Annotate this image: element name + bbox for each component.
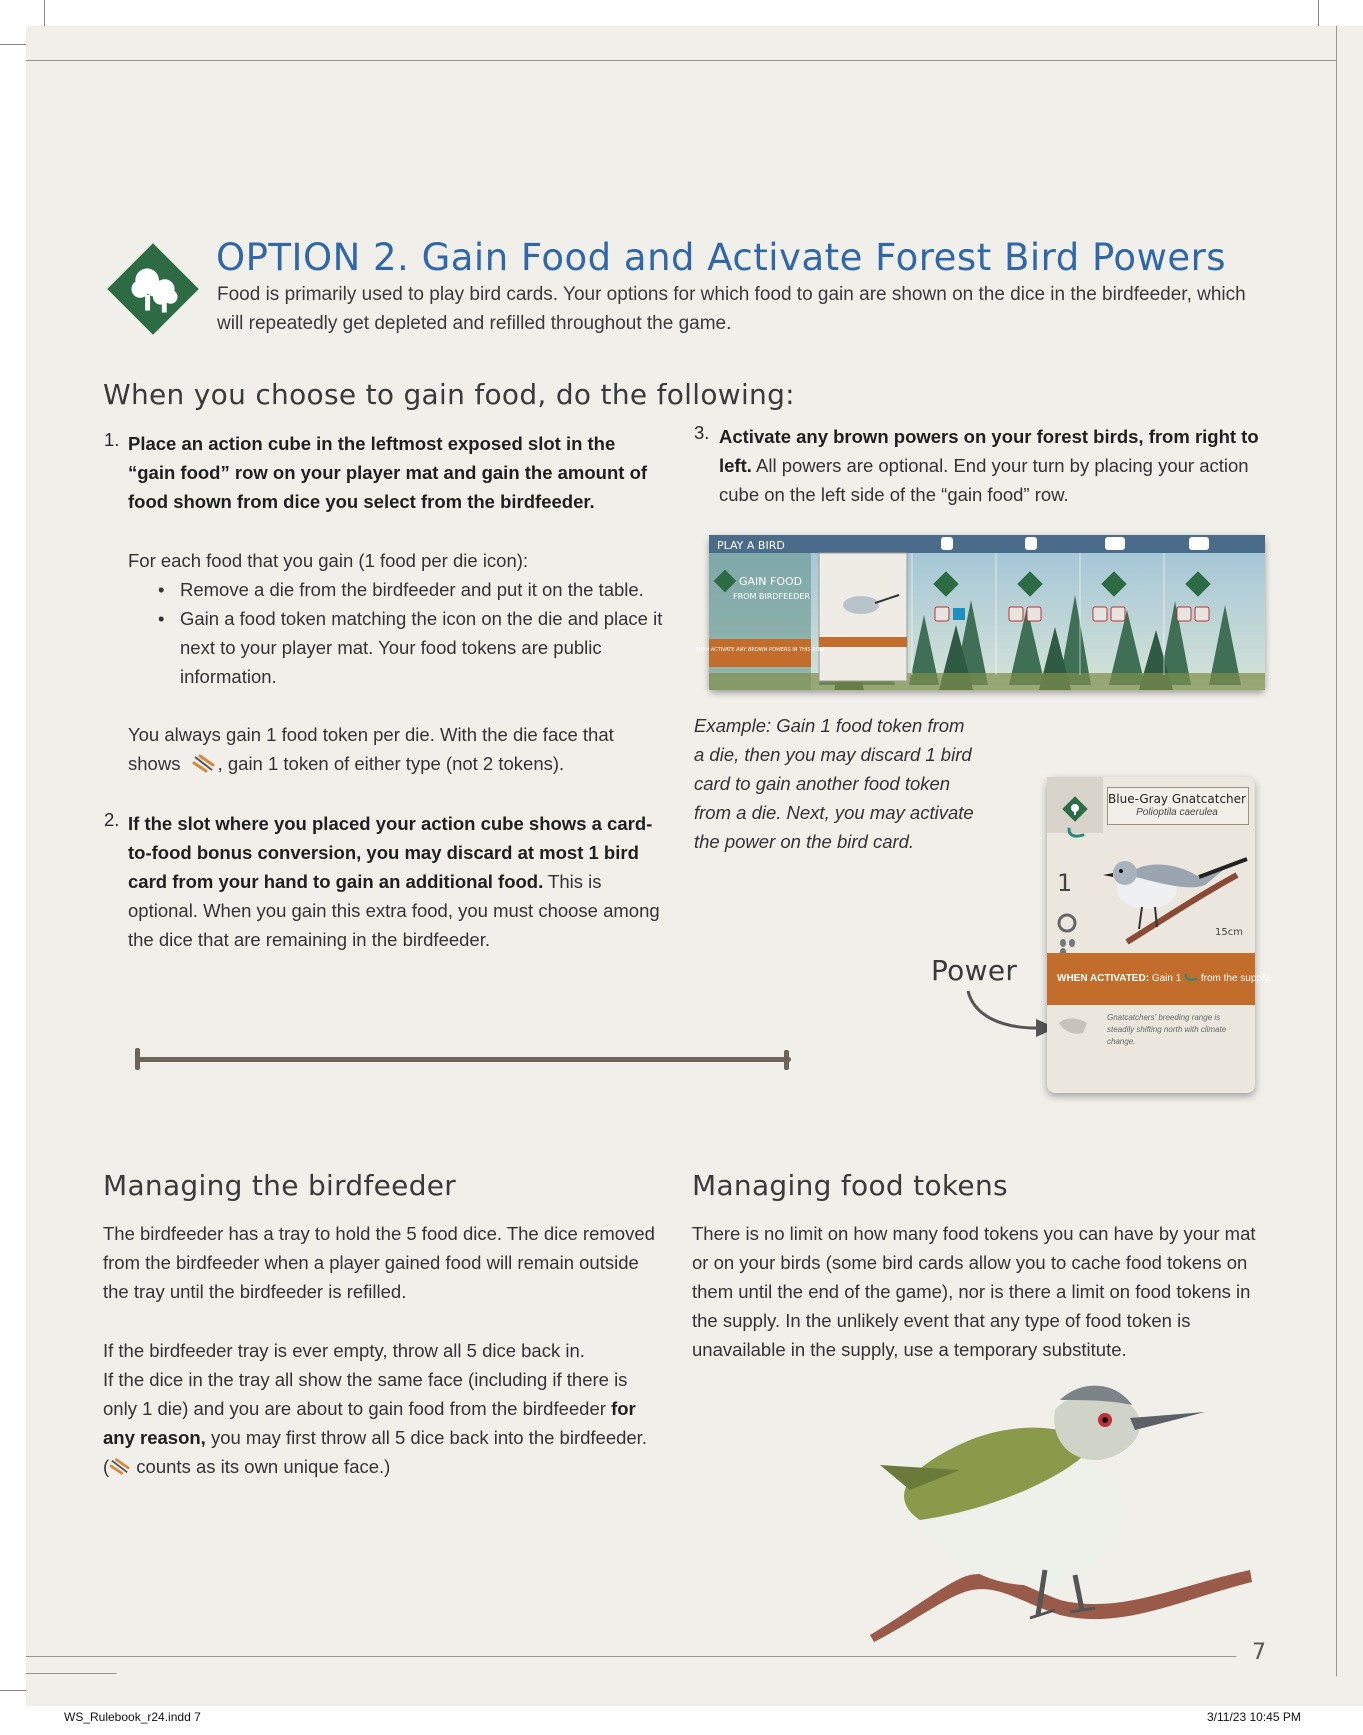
step-3-number: 3.	[694, 422, 710, 443]
power-text-a: Gain 1	[1151, 973, 1182, 984]
crop-mark	[1318, 0, 1319, 28]
step-1-text: Place an action cube in the leftmost exposed slot in the “gain food” row on your player mat and gain the amount of food shown from dice you select from the birdfeeder.	[128, 433, 648, 512]
worm-icon	[1184, 973, 1198, 982]
step-3-text	[719, 422, 1259, 509]
step-3-rest: All powers are optional. End your turn by placing your action cube on the left side of the “gain food” row.	[719, 455, 1249, 505]
mat-gain-food: GAIN FOOD	[739, 575, 803, 588]
step-1-always	[128, 720, 663, 778]
mat-then-activate: THEN ACTIVATE ANY BROWN POWERS IN THIS ROW	[695, 647, 825, 653]
tokens-p1: There is no limit on how many food tokens you can have by your mat or on your birds (some bird cards allow you to cache food tokens on them until the end of the game), nor is there a limit on food tokens in the supply. In the unlikely event that any type of food token is unavailable in the supply, use a temporary substitute.	[692, 1223, 1256, 1360]
forest-habitat-icon	[104, 240, 202, 338]
birdfeeder-p3c: you may first throw all 5 dice back into the birdfeeder.	[210, 1427, 647, 1448]
always-text-b: , gain 1 token of either type (not 2 tokens).	[217, 753, 565, 774]
divider-cap-left	[135, 1048, 140, 1070]
birdfeeder-p4a: (	[103, 1456, 110, 1477]
birdfeeder-p3	[103, 1365, 663, 1481]
mat-play-a-bird: PLAY A BIRD	[717, 539, 785, 552]
power-text	[1057, 973, 1271, 984]
player-mat-image	[695, 535, 1265, 690]
footer-date: 3/11/23 10:45 PM	[1207, 1710, 1301, 1724]
step-2-number: 2.	[104, 809, 120, 830]
power-arrow-icon	[960, 985, 1060, 1040]
birdfeeder-p3a: If the dice in the tray all show the same face (including if there is only 1 die) and you are about to gain food from the birdfeeder	[103, 1369, 628, 1419]
forest-habitat-icon	[1061, 795, 1089, 823]
card-flavor: Gnatcatchers' breeding range is steadily shifting north with climate change.	[1107, 1013, 1227, 1046]
vireo-bird-illustration	[860, 1370, 1260, 1640]
birdfeeder-heading: Managing the birdfeeder	[103, 1169, 457, 1202]
worm-icon	[1067, 827, 1085, 839]
example-caption: Example: Gain 1 food token from a die, then you may discard 1 bird card to gain another food token from a die. Next, you may activate the power on the bird card.	[694, 715, 974, 852]
step-1-for-each: For each food that you gain (1 food per die icon):	[128, 550, 529, 571]
bird-card	[1047, 777, 1272, 1093]
crop-mark	[0, 44, 28, 45]
card-points: 1	[1057, 869, 1073, 897]
mat-from-birdfeeder: FROM BIRDFEEDER	[733, 592, 810, 601]
step-1-bullets	[158, 575, 663, 691]
birdfeeder-p2: If the birdfeeder tray is ever empty, throw all 5 dice back in.	[103, 1340, 585, 1361]
step-3-bold: Activate any brown powers on your forest birds, from right to left.	[719, 426, 1259, 476]
bullet-item: • Remove a die from the birdfeeder and put it on the table.	[158, 575, 663, 604]
nest-icon	[1057, 913, 1077, 933]
birdfeeder-p1: The birdfeeder has a tray to hold the 5 food dice. The dice removed from the birdfeeder when a player gained food will remain outside the tray until the birdfeeder is refilled.	[103, 1223, 655, 1302]
card-wingspan: 15cm	[1215, 927, 1243, 938]
steps-heading: When you choose to gain food, do the following:	[103, 378, 795, 411]
card-latin: Polioptila caerulea	[1136, 807, 1218, 818]
always-text-a: You always gain 1 food token per die. With the die face that shows	[128, 724, 614, 774]
power-label: Power	[931, 954, 1018, 987]
step-2-bold: If the slot where you placed your action cube shows a card-to-food bonus conversion, you may discard at most 1 bird card from your hand to gain an additional food.	[128, 813, 653, 892]
crop-mark	[44, 0, 45, 28]
wild-food-icon	[192, 753, 216, 773]
step-2-rest: This is optional. When you gain this extra food, you must choose among the dice that are remaining in the birdfeeder.	[128, 871, 660, 950]
birdfeeder-p4b: counts as its own unique face.)	[131, 1456, 391, 1477]
step-1-number: 1.	[104, 429, 120, 450]
range-map-icon	[1057, 1015, 1091, 1037]
page-frame-right	[1336, 26, 1337, 1676]
birdfeeder-p3b: for any reason,	[103, 1398, 636, 1448]
section-divider	[137, 1057, 791, 1062]
option-title: OPTION 2. Gain Food and Activate Forest Bird Powers	[216, 236, 1227, 279]
page-frame-corner	[26, 1673, 116, 1674]
power-prefix: WHEN ACTIVATED:	[1057, 973, 1150, 984]
crop-mark	[0, 1690, 28, 1691]
step-2-text	[128, 809, 663, 954]
player-mat-art	[695, 535, 1265, 690]
wild-food-icon	[109, 1457, 131, 1475]
footer-file: WS_Rulebook_r24.indd 7	[64, 1710, 201, 1724]
divider-cap-right	[784, 1050, 789, 1070]
page-frame-top	[26, 60, 1337, 61]
bullet-item: • Gain a food token matching the icon on the die and place it next to your player mat. Your food tokens are public information.	[158, 604, 663, 691]
page-frame-bottom	[26, 1656, 1236, 1657]
power-text-b: from the supply.	[1200, 973, 1272, 984]
card-name: Blue-Gray Gnatcatcher	[1108, 792, 1246, 806]
page-number: 7	[1252, 1640, 1266, 1665]
option-intro: Food is primarily used to play bird cards. Your options for which food to gain are shown on the dice in the birdfeeder, which will repeatedly get depleted and refilled throughout the game.	[217, 284, 1246, 334]
tokens-heading: Managing food tokens	[692, 1169, 1008, 1202]
